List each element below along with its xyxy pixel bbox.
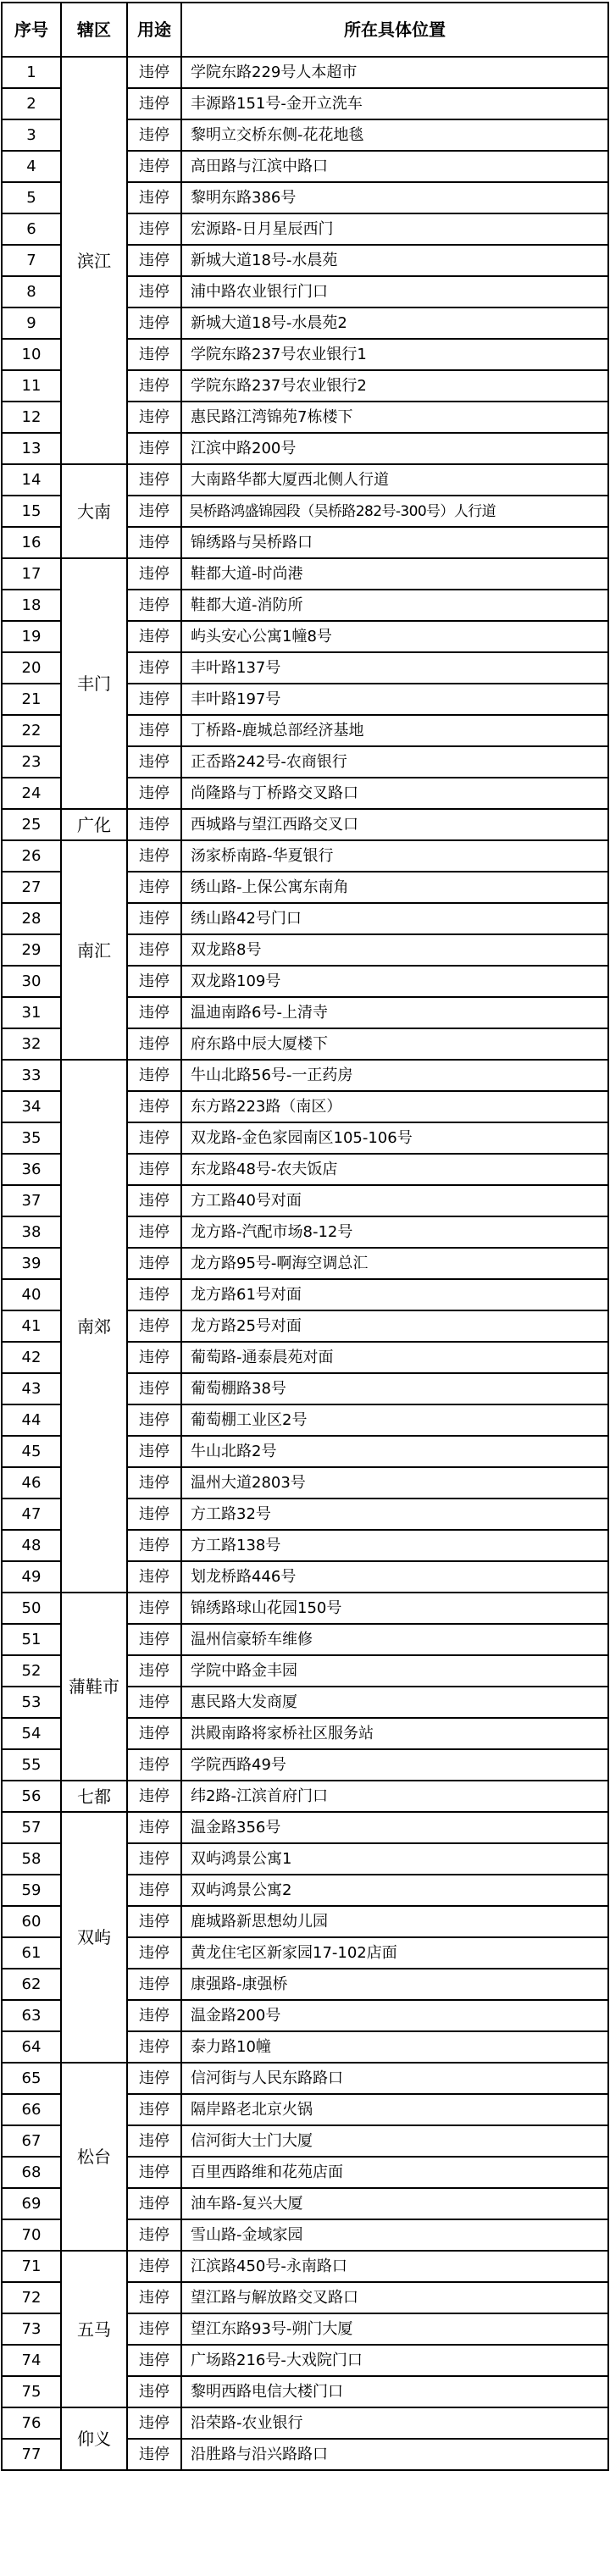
row-location: 雪山路-金域家园 bbox=[181, 2219, 608, 2251]
row-seq: 15 bbox=[2, 496, 61, 527]
table-row bbox=[2, 1060, 608, 1091]
row-use: 违停 bbox=[127, 2345, 181, 2376]
row-location: 尚隆路与丁桥路交叉路口 bbox=[181, 778, 608, 809]
row-location: 丁桥路-鹿城总部经济基地 bbox=[181, 715, 608, 746]
row-location: 双龙路-金色家园南区105-106号 bbox=[181, 1122, 608, 1154]
row-seq: 40 bbox=[2, 1279, 61, 1310]
district-cell: 滨江 bbox=[61, 57, 127, 464]
row-seq: 1 bbox=[2, 57, 61, 88]
row-seq: 25 bbox=[2, 809, 61, 840]
row-location: 龙方路-汽配市场8-12号 bbox=[181, 1216, 608, 1248]
header-location: 所在具体位置 bbox=[181, 3, 608, 57]
row-location: 锦绣路与吴桥路口 bbox=[181, 527, 608, 558]
row-location: 信河街大士门大厦 bbox=[181, 2125, 608, 2157]
row-use: 违停 bbox=[127, 590, 181, 621]
row-seq: 23 bbox=[2, 746, 61, 778]
row-use: 违停 bbox=[127, 2251, 181, 2282]
row-location: 黎明东路386号 bbox=[181, 182, 608, 213]
row-use: 违停 bbox=[127, 151, 181, 182]
row-use: 违停 bbox=[127, 1091, 181, 1122]
row-seq: 68 bbox=[2, 2157, 61, 2188]
table-body bbox=[2, 57, 608, 2470]
row-use: 违停 bbox=[127, 1060, 181, 1091]
table-row bbox=[2, 2407, 608, 2439]
row-use: 违停 bbox=[127, 1624, 181, 1655]
district-cell: 七都 bbox=[61, 1781, 127, 1812]
row-seq: 10 bbox=[2, 339, 61, 370]
row-use: 违停 bbox=[127, 2031, 181, 2063]
row-location: 方工路40号对面 bbox=[181, 1185, 608, 1216]
row-seq: 49 bbox=[2, 1561, 61, 1593]
header-district: 辖区 bbox=[61, 3, 127, 57]
row-location: 屿头安心公寓1幢8号 bbox=[181, 621, 608, 652]
row-use: 违停 bbox=[127, 213, 181, 245]
row-use: 违停 bbox=[127, 2000, 181, 2031]
row-seq: 30 bbox=[2, 966, 61, 997]
row-location: 龙方路95号-啊海空调总汇 bbox=[181, 1248, 608, 1279]
row-use: 违停 bbox=[127, 809, 181, 840]
row-use: 违停 bbox=[127, 119, 181, 151]
row-seq: 74 bbox=[2, 2345, 61, 2376]
table-row bbox=[2, 558, 608, 590]
row-location: 广场路216号-大戏院门口 bbox=[181, 2345, 608, 2376]
table-row bbox=[2, 1812, 608, 1843]
row-location: 丰叶路137号 bbox=[181, 652, 608, 684]
row-location: 江滨中路200号 bbox=[181, 433, 608, 464]
row-seq: 56 bbox=[2, 1781, 61, 1812]
row-use: 违停 bbox=[127, 1154, 181, 1185]
row-location: 西城路与望江西路交叉口 bbox=[181, 809, 608, 840]
row-seq: 14 bbox=[2, 464, 61, 496]
row-location: 鞋都大道-时尚港 bbox=[181, 558, 608, 590]
row-use: 违停 bbox=[127, 558, 181, 590]
row-location: 望江路与解放路交叉路口 bbox=[181, 2282, 608, 2313]
row-use: 违停 bbox=[127, 57, 181, 88]
row-location: 锦绣路球山花园150号 bbox=[181, 1593, 608, 1624]
row-location: 绣山路-上保公寓东南角 bbox=[181, 872, 608, 903]
row-location: 龙方路61号对面 bbox=[181, 1279, 608, 1310]
row-location: 府东路中辰大厦楼下 bbox=[181, 1028, 608, 1060]
row-location: 油车路-复兴大厦 bbox=[181, 2188, 608, 2219]
row-seq: 4 bbox=[2, 151, 61, 182]
row-use: 违停 bbox=[127, 88, 181, 119]
row-use: 违停 bbox=[127, 684, 181, 715]
row-seq: 48 bbox=[2, 1530, 61, 1561]
row-seq: 44 bbox=[2, 1404, 61, 1436]
row-use: 违停 bbox=[127, 872, 181, 903]
row-seq: 64 bbox=[2, 2031, 61, 2063]
row-location: 黎明西路电信大楼门口 bbox=[181, 2376, 608, 2407]
row-use: 违停 bbox=[127, 746, 181, 778]
row-seq: 13 bbox=[2, 433, 61, 464]
row-seq: 33 bbox=[2, 1060, 61, 1091]
row-use: 违停 bbox=[127, 621, 181, 652]
row-location: 双屿鸿景公寓2 bbox=[181, 1875, 608, 1906]
row-location: 东方路223路（南区） bbox=[181, 1091, 608, 1122]
row-seq: 63 bbox=[2, 2000, 61, 2031]
row-location: 康强路-康强桥 bbox=[181, 1969, 608, 2000]
row-use: 违停 bbox=[127, 1499, 181, 1530]
row-use: 违停 bbox=[127, 1404, 181, 1436]
row-seq: 53 bbox=[2, 1687, 61, 1718]
row-seq: 72 bbox=[2, 2282, 61, 2313]
row-seq: 3 bbox=[2, 119, 61, 151]
row-location: 隔岸路老北京火锅 bbox=[181, 2094, 608, 2125]
row-seq: 26 bbox=[2, 840, 61, 872]
row-location: 惠民路大发商厦 bbox=[181, 1687, 608, 1718]
district-cell: 双屿 bbox=[61, 1812, 127, 2063]
row-location: 学院中路金丰园 bbox=[181, 1655, 608, 1687]
row-seq: 39 bbox=[2, 1248, 61, 1279]
row-seq: 37 bbox=[2, 1185, 61, 1216]
table-row bbox=[2, 464, 608, 496]
row-location: 绣山路42号门口 bbox=[181, 903, 608, 934]
district-cell: 松台 bbox=[61, 2063, 127, 2251]
row-seq: 77 bbox=[2, 2439, 61, 2470]
row-use: 违停 bbox=[127, 182, 181, 213]
row-location: 黎明立交桥东侧-花花地毯 bbox=[181, 119, 608, 151]
row-seq: 34 bbox=[2, 1091, 61, 1122]
header-seq: 序号 bbox=[2, 3, 61, 57]
row-location: 葡萄路-通泰晨苑对面 bbox=[181, 1342, 608, 1373]
row-use: 违停 bbox=[127, 966, 181, 997]
row-use: 违停 bbox=[127, 2125, 181, 2157]
row-use: 违停 bbox=[127, 1028, 181, 1060]
row-use: 违停 bbox=[127, 1593, 181, 1624]
row-seq: 69 bbox=[2, 2188, 61, 2219]
row-use: 违停 bbox=[127, 1342, 181, 1373]
row-use: 违停 bbox=[127, 2094, 181, 2125]
row-seq: 16 bbox=[2, 527, 61, 558]
row-seq: 9 bbox=[2, 307, 61, 339]
row-location: 双屿鸿景公寓1 bbox=[181, 1843, 608, 1875]
row-seq: 66 bbox=[2, 2094, 61, 2125]
row-location: 新城大道18号-水晨苑 bbox=[181, 245, 608, 276]
row-use: 违停 bbox=[127, 997, 181, 1028]
row-seq: 71 bbox=[2, 2251, 61, 2282]
row-seq: 43 bbox=[2, 1373, 61, 1404]
row-seq: 62 bbox=[2, 1969, 61, 2000]
row-seq: 28 bbox=[2, 903, 61, 934]
row-use: 违停 bbox=[127, 652, 181, 684]
row-seq: 5 bbox=[2, 182, 61, 213]
row-use: 违停 bbox=[127, 715, 181, 746]
table-row bbox=[2, 57, 608, 88]
row-seq: 47 bbox=[2, 1499, 61, 1530]
row-seq: 65 bbox=[2, 2063, 61, 2094]
row-location: 方工路32号 bbox=[181, 1499, 608, 1530]
row-seq: 50 bbox=[2, 1593, 61, 1624]
row-location: 汤家桥南路-华夏银行 bbox=[181, 840, 608, 872]
row-use: 违停 bbox=[127, 1122, 181, 1154]
row-use: 违停 bbox=[127, 245, 181, 276]
row-location: 宏源路-日月星辰西门 bbox=[181, 213, 608, 245]
row-use: 违停 bbox=[127, 2063, 181, 2094]
row-location: 纬2路-江滨首府门口 bbox=[181, 1781, 608, 1812]
row-location: 新城大道18号-水晨苑2 bbox=[181, 307, 608, 339]
row-location: 双龙路109号 bbox=[181, 966, 608, 997]
table-row bbox=[2, 1593, 608, 1624]
district-cell: 仰义 bbox=[61, 2407, 127, 2470]
row-seq: 7 bbox=[2, 245, 61, 276]
row-use: 违停 bbox=[127, 1185, 181, 1216]
row-location: 信河街与人民东路路口 bbox=[181, 2063, 608, 2094]
row-seq: 2 bbox=[2, 88, 61, 119]
row-use: 违停 bbox=[127, 1373, 181, 1404]
table-row bbox=[2, 2251, 608, 2282]
row-use: 违停 bbox=[127, 778, 181, 809]
row-use: 违停 bbox=[127, 307, 181, 339]
row-location: 牛山北路2号 bbox=[181, 1436, 608, 1467]
row-location: 葡萄棚路38号 bbox=[181, 1373, 608, 1404]
row-use: 违停 bbox=[127, 2282, 181, 2313]
table-row bbox=[2, 840, 608, 872]
row-location: 学院西路49号 bbox=[181, 1749, 608, 1781]
row-seq: 75 bbox=[2, 2376, 61, 2407]
row-use: 违停 bbox=[127, 1436, 181, 1467]
row-use: 违停 bbox=[127, 464, 181, 496]
row-location: 江滨路450号-永南路口 bbox=[181, 2251, 608, 2282]
row-seq: 17 bbox=[2, 558, 61, 590]
row-use: 违停 bbox=[127, 527, 181, 558]
row-location: 学院东路237号农业银行2 bbox=[181, 370, 608, 402]
row-seq: 21 bbox=[2, 684, 61, 715]
row-seq: 20 bbox=[2, 652, 61, 684]
row-use: 违停 bbox=[127, 1718, 181, 1749]
row-location: 沿胜路与沿兴路路口 bbox=[181, 2439, 608, 2470]
row-location: 划龙桥路446号 bbox=[181, 1561, 608, 1593]
row-location: 百里西路维和花苑店面 bbox=[181, 2157, 608, 2188]
row-seq: 45 bbox=[2, 1436, 61, 1467]
row-seq: 24 bbox=[2, 778, 61, 809]
row-seq: 46 bbox=[2, 1467, 61, 1499]
row-seq: 55 bbox=[2, 1749, 61, 1781]
row-use: 违停 bbox=[127, 903, 181, 934]
row-location: 温金路200号 bbox=[181, 2000, 608, 2031]
district-cell: 丰门 bbox=[61, 558, 127, 809]
row-seq: 29 bbox=[2, 934, 61, 966]
row-location: 望江东路93号-朔门大厦 bbox=[181, 2313, 608, 2345]
row-seq: 22 bbox=[2, 715, 61, 746]
row-location: 泰力路10幢 bbox=[181, 2031, 608, 2063]
row-seq: 12 bbox=[2, 402, 61, 433]
row-use: 违停 bbox=[127, 433, 181, 464]
row-seq: 41 bbox=[2, 1310, 61, 1342]
row-location: 牛山北路56号-一正药房 bbox=[181, 1060, 608, 1091]
row-location: 丰源路151号-金开立洗车 bbox=[181, 88, 608, 119]
row-use: 违停 bbox=[127, 2313, 181, 2345]
row-seq: 73 bbox=[2, 2313, 61, 2345]
row-use: 违停 bbox=[127, 934, 181, 966]
row-location: 黄龙住宅区新家园17-102店面 bbox=[181, 1937, 608, 1969]
row-seq: 54 bbox=[2, 1718, 61, 1749]
row-use: 违停 bbox=[127, 1875, 181, 1906]
row-use: 违停 bbox=[127, 496, 181, 527]
row-use: 违停 bbox=[127, 1655, 181, 1687]
row-location: 东龙路48号-农夫饭店 bbox=[181, 1154, 608, 1185]
row-location: 方工路138号 bbox=[181, 1530, 608, 1561]
row-seq: 35 bbox=[2, 1122, 61, 1154]
district-cell: 大南 bbox=[61, 464, 127, 558]
row-use: 违停 bbox=[127, 276, 181, 307]
row-seq: 51 bbox=[2, 1624, 61, 1655]
row-use: 违停 bbox=[127, 2439, 181, 2470]
table-row bbox=[2, 2063, 608, 2094]
row-location: 沿荣路-农业银行 bbox=[181, 2407, 608, 2439]
table-row bbox=[2, 809, 608, 840]
parking-location-table bbox=[1, 2, 609, 2471]
row-seq: 6 bbox=[2, 213, 61, 245]
row-use: 违停 bbox=[127, 370, 181, 402]
row-seq: 67 bbox=[2, 2125, 61, 2157]
row-seq: 76 bbox=[2, 2407, 61, 2439]
row-use: 违停 bbox=[127, 1561, 181, 1593]
row-use: 违停 bbox=[127, 2157, 181, 2188]
district-cell: 五马 bbox=[61, 2251, 127, 2407]
row-location: 学院东路237号农业银行1 bbox=[181, 339, 608, 370]
row-seq: 38 bbox=[2, 1216, 61, 1248]
row-seq: 11 bbox=[2, 370, 61, 402]
row-seq: 61 bbox=[2, 1937, 61, 1969]
row-seq: 32 bbox=[2, 1028, 61, 1060]
row-use: 违停 bbox=[127, 840, 181, 872]
row-seq: 70 bbox=[2, 2219, 61, 2251]
row-seq: 52 bbox=[2, 1655, 61, 1687]
row-use: 违停 bbox=[127, 1530, 181, 1561]
table-header-row bbox=[2, 3, 608, 57]
row-seq: 57 bbox=[2, 1812, 61, 1843]
row-location: 温州信豪轿车维修 bbox=[181, 1624, 608, 1655]
row-seq: 31 bbox=[2, 997, 61, 1028]
row-use: 违停 bbox=[127, 1248, 181, 1279]
row-location: 温州大道2803号 bbox=[181, 1467, 608, 1499]
row-seq: 58 bbox=[2, 1843, 61, 1875]
row-location: 双龙路8号 bbox=[181, 934, 608, 966]
row-location: 大南路华都大厦西北侧人行道 bbox=[181, 464, 608, 496]
row-use: 违停 bbox=[127, 1781, 181, 1812]
row-use: 违停 bbox=[127, 2407, 181, 2439]
row-seq: 42 bbox=[2, 1342, 61, 1373]
row-location: 正岙路242号-农商银行 bbox=[181, 746, 608, 778]
table-row bbox=[2, 1781, 608, 1812]
row-seq: 19 bbox=[2, 621, 61, 652]
row-location: 温金路356号 bbox=[181, 1812, 608, 1843]
row-location: 温迪南路6号-上清寺 bbox=[181, 997, 608, 1028]
row-seq: 36 bbox=[2, 1154, 61, 1185]
row-use: 违停 bbox=[127, 402, 181, 433]
district-cell: 广化 bbox=[61, 809, 127, 840]
row-seq: 59 bbox=[2, 1875, 61, 1906]
row-location: 鹿城路新思想幼儿园 bbox=[181, 1906, 608, 1937]
row-use: 违停 bbox=[127, 1310, 181, 1342]
row-use: 违停 bbox=[127, 1937, 181, 1969]
row-use: 违停 bbox=[127, 2219, 181, 2251]
row-seq: 60 bbox=[2, 1906, 61, 1937]
row-seq: 27 bbox=[2, 872, 61, 903]
row-use: 违停 bbox=[127, 339, 181, 370]
district-cell: 蒲鞋市 bbox=[61, 1593, 127, 1781]
row-location: 吴桥路鸿盛锦园段（吴桥路282号-300号）人行道 bbox=[181, 496, 608, 527]
row-use: 违停 bbox=[127, 1906, 181, 1937]
district-cell: 南郊 bbox=[61, 1060, 127, 1593]
row-location: 浦中路农业银行门口 bbox=[181, 276, 608, 307]
row-use: 违停 bbox=[127, 1687, 181, 1718]
row-use: 违停 bbox=[127, 1467, 181, 1499]
row-use: 违停 bbox=[127, 1812, 181, 1843]
row-use: 违停 bbox=[127, 1969, 181, 2000]
row-seq: 8 bbox=[2, 276, 61, 307]
row-location: 龙方路25号对面 bbox=[181, 1310, 608, 1342]
row-use: 违停 bbox=[127, 1843, 181, 1875]
row-location: 葡萄棚工业区2号 bbox=[181, 1404, 608, 1436]
row-use: 违停 bbox=[127, 2188, 181, 2219]
header-use: 用途 bbox=[127, 3, 181, 57]
district-cell: 南汇 bbox=[61, 840, 127, 1060]
row-location: 学院东路229号人本超市 bbox=[181, 57, 608, 88]
row-seq: 18 bbox=[2, 590, 61, 621]
row-location: 洪殿南路将家桥社区服务站 bbox=[181, 1718, 608, 1749]
row-location: 高田路与江滨中路口 bbox=[181, 151, 608, 182]
row-use: 违停 bbox=[127, 1749, 181, 1781]
row-use: 违停 bbox=[127, 1279, 181, 1310]
row-location: 丰叶路197号 bbox=[181, 684, 608, 715]
row-use: 违停 bbox=[127, 1216, 181, 1248]
row-location: 鞋都大道-消防所 bbox=[181, 590, 608, 621]
row-use: 违停 bbox=[127, 2376, 181, 2407]
row-location: 惠民路江湾锦苑7栋楼下 bbox=[181, 402, 608, 433]
